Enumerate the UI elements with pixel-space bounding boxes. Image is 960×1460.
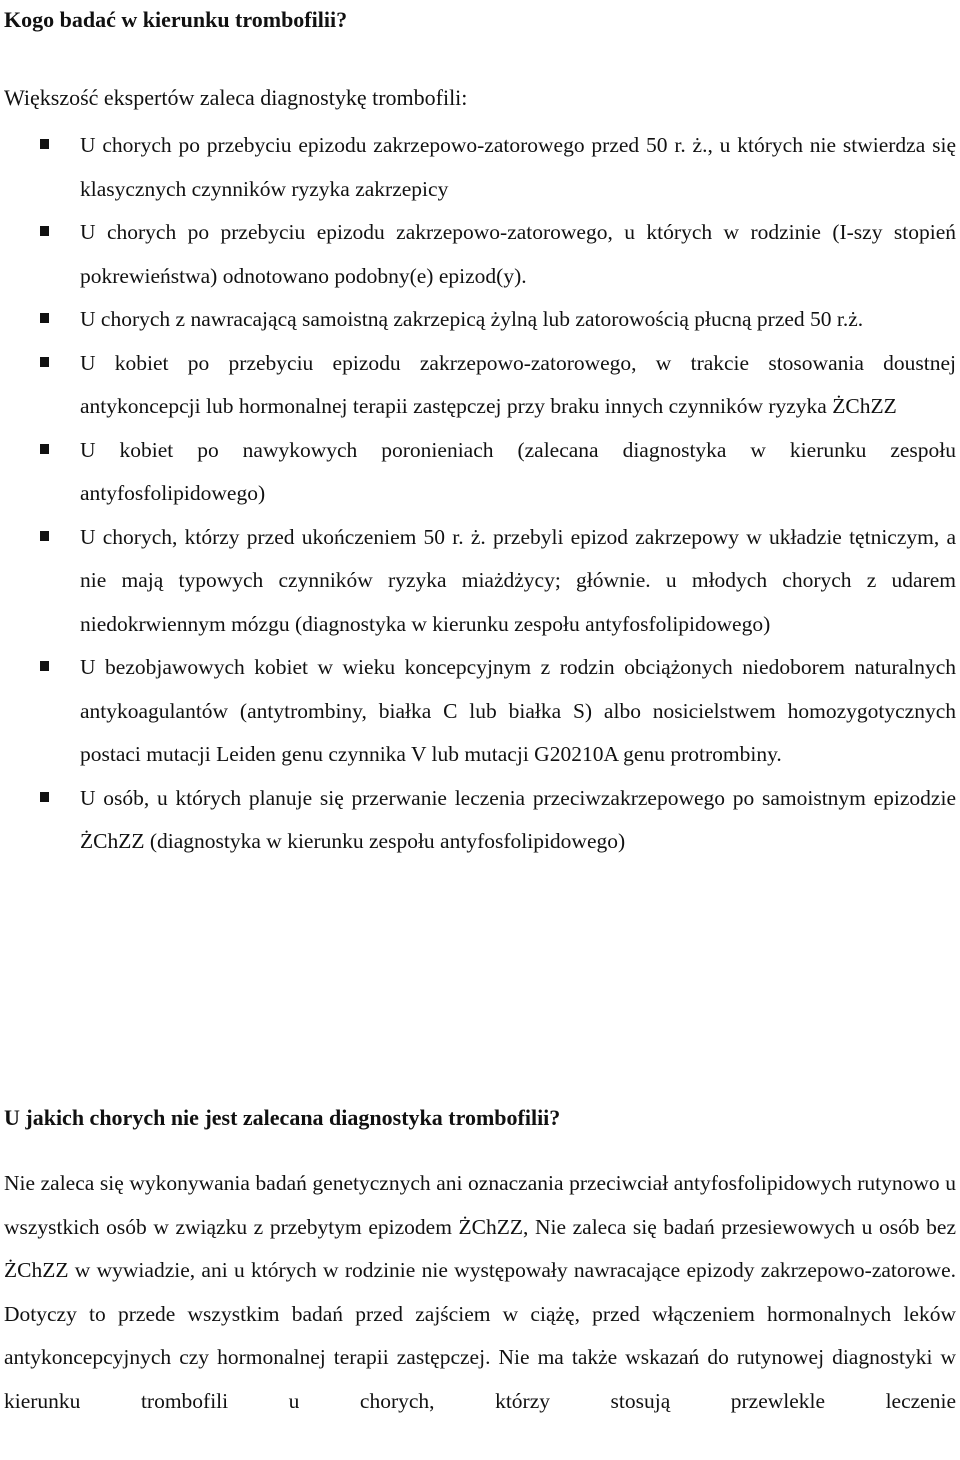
square-bullet-icon [40, 313, 49, 323]
list-item-text: U chorych po przebyciu epizodu zakrzepowo-zatorowego przed 50 r. ż., u których nie stwierdza się klasycznych czynników ryzyka zakrzepicy [80, 133, 956, 201]
list-item [0, 124, 960, 211]
list-item [0, 211, 960, 298]
square-bullet-icon [40, 531, 49, 541]
square-bullet-icon [40, 357, 49, 367]
list-item-text: U osób, u których planuje się przerwanie leczenia przeciwzakrzepowego po samoistnym epizodzie ŻChZZ (diagnostyka w kierunku zespołu antyfosfolipidowego) [80, 785, 956, 853]
square-bullet-icon [40, 226, 49, 236]
square-bullet-icon [40, 792, 49, 802]
indication-list [0, 124, 960, 864]
list-item [0, 342, 960, 429]
square-bullet-icon [40, 661, 49, 671]
list-item [0, 646, 960, 777]
body-paragraph: Nie zaleca się wykonywania badań genetycznych ani oznaczania przeciwciał antyfosfolipidowych rutynowo u wszystkich osób w związku z przebytym epizodem ŻChZZ, Nie zaleca się badań przesiewowych u osób bez ŻChZZ w wywiadzie, ani u których w rodzinie nie występowały nawracające epizody zakrzepowo-zatorowe. Dotyczy to przede wszystkim badań przed zajściem w ciążę, przed włączeniem hormonalnych leków antykoncepcyjnych czy hormonalnej terapii zastępczej. Nie ma także wskazań do rutynowej diagnostyki w kierunku trombofili u chorych, którzy stosują przewlekle leczenie [4, 1171, 956, 1413]
intro-text: Większość ekspertów zaleca diagnostykę trombofili: [4, 85, 468, 110]
list-item [0, 516, 960, 647]
square-bullet-icon [40, 444, 49, 454]
list-item [0, 298, 960, 342]
list-item-text: U bezobjawowych kobiet w wieku koncepcyjnym z rodzin obciążonych niedoborem naturalnych antykoagulantów (antytrombiny, białka C lub białka S) albo nosicielstwem homozygotycznych postaci mutacji Leiden genu czynnika V lub mutacji G20210A genu protrombiny. [80, 655, 956, 766]
list-item-text: U chorych po przebyciu epizodu zakrzepowo-zatorowego, u których w rodzinie (I-szy stopień pokrewieństwa) odnotowano podobny(e) epizod(y). [80, 220, 956, 288]
square-bullet-icon [40, 139, 49, 149]
list-item-text: U kobiet po przebyciu epizodu zakrzepowo-zatorowego, w trakcie stosowania doustnej antykoncepcji lub hormonalnej terapii zastępczej przy braku innych czynników ryzyka ŻChZZ [80, 350, 956, 418]
list-item [0, 777, 960, 864]
list-item [0, 429, 960, 516]
list-item-text: U chorych, którzy przed ukończeniem 50 r. ż. przebyli epizod zakrzepowy w układzie tętniczym, a nie mają typowych czynników ryzyka miażdżycy; głównie. u młodych chorych z udarem niedokrwiennym mózgu (diagnostyka w kierunku zespołu antyfosfolipidowego) [80, 524, 956, 636]
list-item-text: U kobiet po nawykowych poronieniach (zalecana diagnostyka w kierunku zespołu antyfosfolipidowego) [80, 437, 956, 505]
list-item-text: U chorych z nawracającą samoistną zakrzepicą żylną lub zatorowością płucną przed 50 r.ż. [80, 307, 864, 331]
section-heading-who-to-test: Kogo badać w kierunku trombofilii? [4, 7, 348, 32]
section-heading-not-recommended: U jakich chorych nie jest zalecana diagnostyka trombofilii? [4, 1105, 561, 1130]
